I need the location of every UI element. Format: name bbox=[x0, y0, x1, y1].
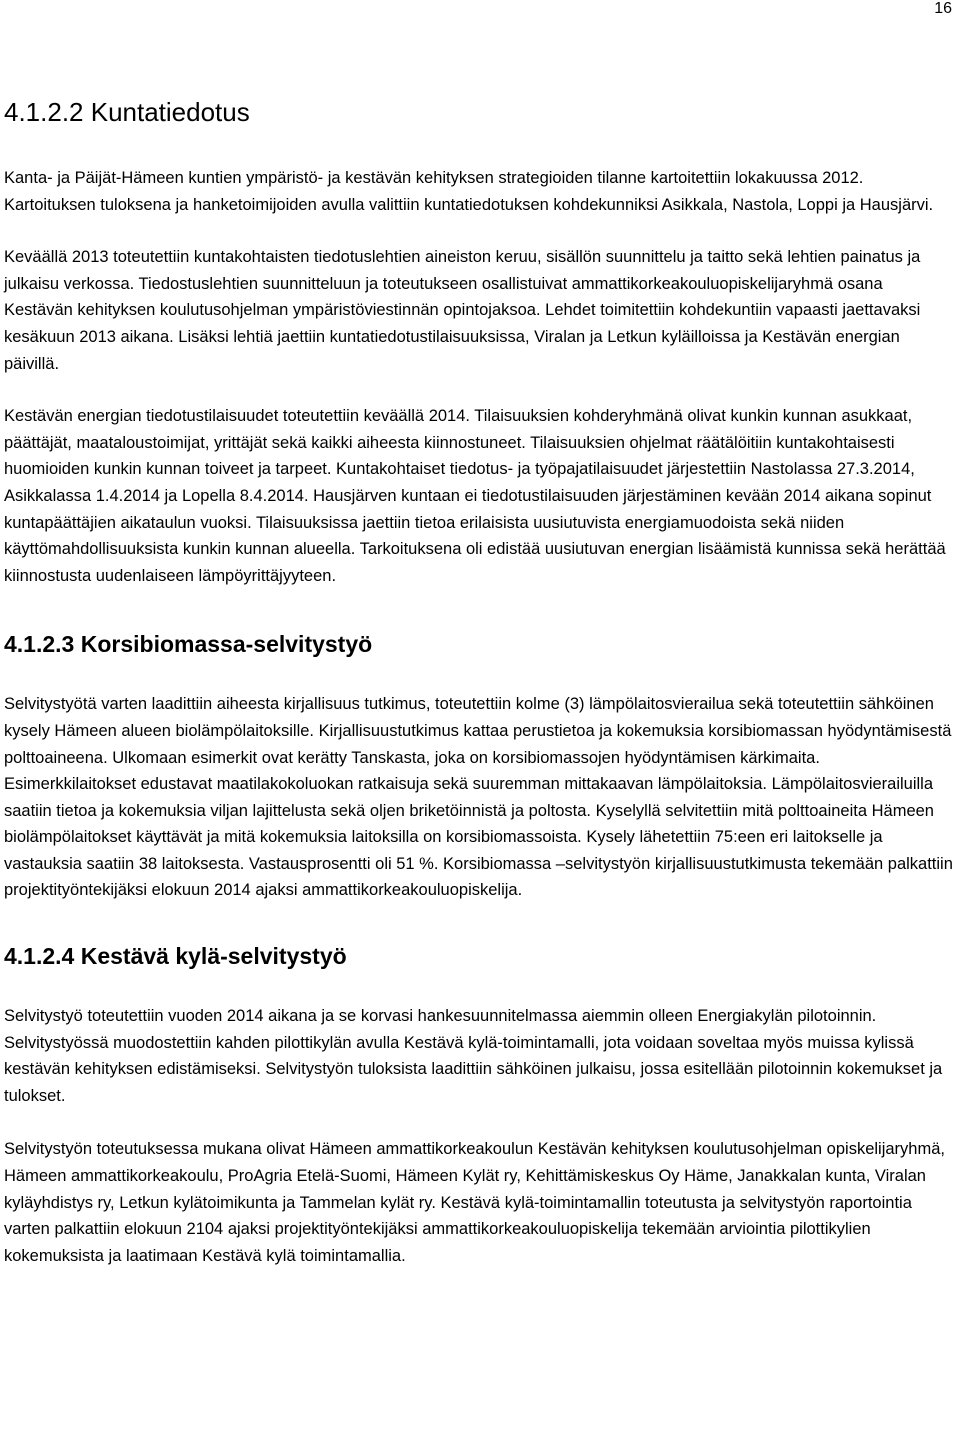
section-kestava-kyla bbox=[4, 939, 954, 1269]
paragraph: Selvitystyön toteutuksessa mukana olivat Hämeen ammattikorkeakoulun Kestävän kehityksen koulutusohjelman opiskelijaryhmä, Hämeen ammattikorkeakoulu, ProAgria Etelä-Suomi, Hämeen Kylät ry, Kehittämiskeskus Oy Häme, Janakkalan kunta, Viralan kyläyhdistys ry, Letkun kylätoimikunta ja Tammelan kylät ry. Kestävä kylä-toimintamallin toteutusta ja selvitystyön raportointia varten palkattiin elokuun 2104 ajaksi projektityöntekijäksi ammattikorkeakouluopiskelija tekemään arviointia pilottikylien kokemuksista ja laatimaan Kestävä kylä toimintamallia. bbox=[4, 1140, 945, 1265]
page-content bbox=[4, 93, 954, 1269]
paragraph: Kanta- ja Päijät-Hämeen kuntien ympäristö- ja kestävän kehityksen strategioiden tilanne kartoitettiin lokakuussa 2012. Kartoituksen tuloksena ja hanketoimijoiden avulla valittiin kuntatiedotuksen kohdekunniksi Asikkala, Nastola, Loppi ja Hausjärvi. bbox=[4, 169, 934, 214]
section-kuntatiedotus bbox=[4, 93, 954, 589]
paragraph: Selvitystyötä varten laadittiin aiheesta kirjallisuus tutkimus, toteutettiin kolme (3) lämpölaitosvierailua sekä toteutettiin sähköinen kysely Hämeen alueen biolämpölaitoksille. Kirjallisuustutkimus kattaa perustietoa ja kokemuksia korsibiomassan hyödyntämisestä polttoaineena. Ulkomaan esimerkit ovat kerätty Tanskasta, joka on korsibiomassojen hyödyntämisen kärkimaita. Esimerkkilaitokset edustavat maatilakokoluokan ratkaisuja sekä suuremman mittakaavan lämpölaitoksia. Lämpölaitosvierailuilla saatiin tietoa ja kokemuksia viljan lajittelusta sekä oljen briketöinnistä ja poltosta. Kyselyllä selvitettiin mitä polttoaineita Hämeen biolämpölaitokset käyttävät ja mitä kokemuksia laitoksilla on korsibiomassoista. Kysely lähetettiin 75:een eri laitokselle ja vastauksia saatiin 38 laitoksesta. Vastausprosentti oli 51 %. Korsibiomassa –selvitystyön kirjallisuustutkimusta tekemään palkattiin projektityöntekijäksi elokuun 2014 ajaksi ammattikorkeakouluopiskelija. bbox=[4, 695, 953, 900]
section-heading: 4.1.2.3 Korsibiomassa-selvitystyö bbox=[4, 631, 373, 658]
paragraph: Selvitystyö toteutettiin vuoden 2014 aikana ja se korvasi hankesuunnitelmassa aiemmin olleen Energiakylän pilotoinnin. Selvitystyössä muodostettiin kahden pilottikylän avulla Kestävä kylä-toimintamalli, jota voidaan soveltaa myös muissa kylissä kestävän kehityksen edistämiseksi. Selvitystyön tuloksista laadittiin sähköinen julkaisu, jossa esitellään pilotoinnin kokemukset ja tulokset. bbox=[4, 1007, 943, 1105]
section-heading: 4.1.2.4 Kestävä kylä-selvitystyö bbox=[4, 943, 347, 970]
section-korsibiomassa bbox=[4, 627, 954, 904]
page-number: 16 bbox=[934, 0, 952, 17]
paragraph: Kestävän energian tiedotustilaisuudet toteutettiin keväällä 2014. Tilaisuuksien kohderyhmänä olivat kunkin kunnan asukkaat, päättäjät, maataloustoimijat, yrittäjät sekä kaikki aiheesta kiinnostuneet. Tilaisuuksien ohjelmat räätälöitiin kuntakohtaisesti huomioiden kunkin kunnan toiveet ja tarpeet. Kuntakohtaiset tiedotus- ja työpajatilaisuudet järjestettiin Nastolassa 27.3.2014, Asikkalassa 1.4.2014 ja Lopella 8.4.2014. Hausjärven kuntaan ei tiedotustilaisuuden järjestäminen kevään 2014 aikana sopinut kuntapäättäjien aikataulun vuoksi. Tilaisuuksissa jaettiin tietoa erilaisista uusiutuvista energiamuodoista sekä niiden käyttömahdollisuuksista kunkin kunnan alueella. Tarkoituksena oli edistää uusiutuvan energian lisäämistä kunnissa sekä herättää kiinnostusta uudenlaiseen lämpöyrittäjyyteen. bbox=[4, 407, 946, 585]
section-heading: 4.1.2.2 Kuntatiedotus bbox=[4, 97, 250, 127]
paragraph: Keväällä 2013 toteutettiin kuntakohtaisten tiedotuslehtien aineiston keruu, sisällön suunnittelu ja taitto sekä lehtien painatus ja julkaisu verkossa. Tiedostuslehtien suunnitteluun ja toteutukseen osallistuivat ammattikorkeakouluopiskelijaryhmä osana Kestävän kehityksen koulutusohjelman ympäristöviestinnän opintojaksoa. Lehdet toimitettiin kohdekuntiin vapaasti jaettavaksi kesäkuun 2013 aikana. Lisäksi lehtiä jaettiin kuntatiedotustilaisuuksissa, Viralan ja Letkun kyläilloissa ja Kestävän energian päivillä. bbox=[4, 248, 921, 373]
